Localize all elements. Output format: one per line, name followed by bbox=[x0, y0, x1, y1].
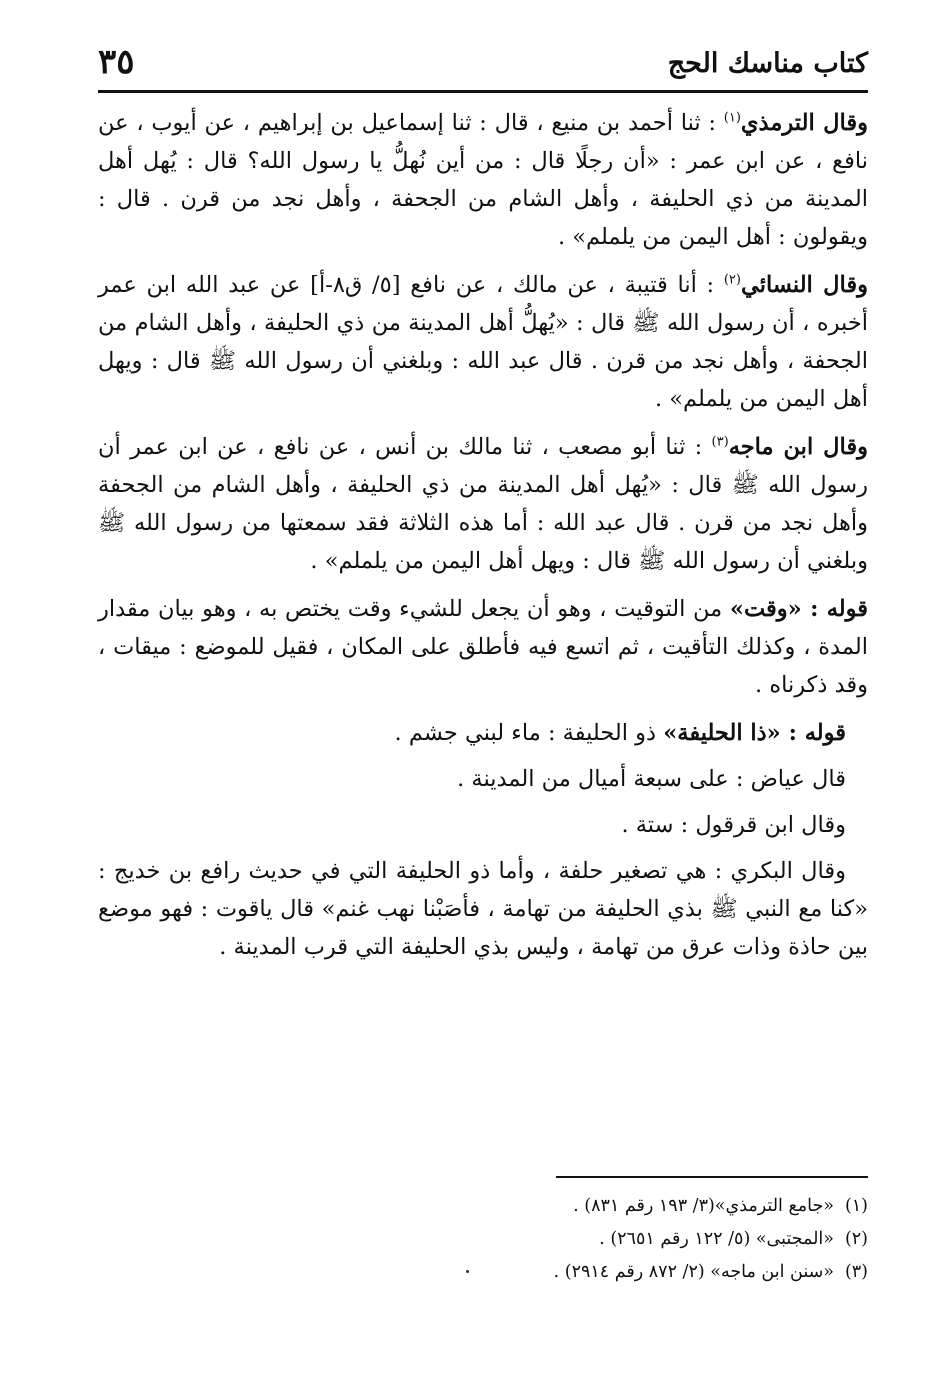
paragraph-lead: وقال ابن ماجه bbox=[728, 434, 869, 460]
main-text bbox=[98, 104, 868, 976]
paragraph-lead: قوله : «وقت» bbox=[729, 596, 869, 622]
footnote-1 bbox=[368, 1190, 868, 1223]
footnote-text: «المجتبى» (٥/ ١٢٢ رقم ٢٦٥١) . bbox=[599, 1229, 834, 1249]
running-title: كتاب مناسك الحج bbox=[667, 48, 868, 79]
paragraph-text: : أنا قتيبة ، عن مالك ، عن نافع [٥/ ق٨-أ] عن عبد الله ابن عمر أخبره ، أن رسول الله ﷺ قال : «يُهلُّ أهل المدينة من ذي الحليفة ، وأهل الشام من الجحفة ، وأهل نجد من قرن . قال عبد الله : وبلغني أن رسول الله ﷺ قال : ويهل أهل اليمن من يلملم» . bbox=[98, 272, 868, 412]
paragraph-text: ذو الحليفة : ماء لبني جشم . bbox=[394, 720, 664, 746]
paragraph-text: وقال البكري : هي تصغير حلفة ، وأما ذو الحليفة التي في حديث رافع بن خديج : «كنا مع النبي ﷺ بذي الحليفة من تهامة ، فأصَبْنا نهب غنم» قال ياقوت : فهو موضع بين حاذة وذات عرق من تهامة ، وليس بذي الحليفة التي قرب المدينة . bbox=[98, 858, 868, 960]
paragraph-iyad bbox=[98, 760, 868, 798]
footnotes bbox=[368, 1190, 868, 1289]
paragraph-text: : ثنا أحمد بن منيع ، قال : ثنا إسماعيل بن إبراهيم ، عن أيوب ، عن نافع ، عن ابن عمر : «أن رجلًا قال : من أين نُهلُّ يا رسول الله؟ قال : يُهل أهل المدينة من ذي الحليفة ، وأهل الشام من الجحفة ، وأهل نجد من قرن . قال : ويقولون : أهل اليمن من يلملم» . bbox=[98, 110, 868, 250]
paragraph-lead: قوله : «ذا الحليفة» bbox=[663, 720, 846, 746]
footnote-3 bbox=[368, 1256, 868, 1289]
paragraph-dhul-hulayfah bbox=[98, 714, 868, 752]
paragraph-text: : ثنا أبو مصعب ، ثنا مالك بن أنس ، عن نافع ، عن ابن عمر أن رسول الله ﷺ قال : «يُهل أهل المدينة من ذي الحليفة ، وأهل الشام من الجحفة وأهل نجد من قرن . قال عبد الله : أما هذه الثلاثة فقد سمعتها من رسول الله ﷺ وبلغني أن رسول الله ﷺ قال : ويهل أهل اليمن من يلملم» . bbox=[98, 434, 868, 574]
footnote-number: (٢) bbox=[844, 1229, 868, 1249]
footnote-number: (١) bbox=[844, 1196, 868, 1216]
footnote-ref[interactable]: (٢) bbox=[723, 272, 741, 288]
paragraph-text: وقال ابن قرقول : ستة . bbox=[621, 812, 846, 838]
footnote-text: «جامع الترمذي»(٣/ ١٩٣ رقم ٨٣١) . bbox=[573, 1196, 834, 1216]
footnote-ref[interactable]: (٣) bbox=[711, 434, 729, 450]
footnote-2 bbox=[368, 1223, 868, 1256]
footnote-rule bbox=[556, 1176, 868, 1178]
paragraph-ibn-qurqul bbox=[98, 806, 868, 844]
page-header bbox=[98, 40, 868, 90]
page-number: ٣٥ bbox=[98, 42, 135, 82]
paragraph-text: من التوقيت ، وهو أن يجعل للشيء وقت يختص به ، وهو بيان مقدار المدة ، وكذلك التأقيت ، ثم اتسع فيه فأطلق على المكان ، فقيل للموضع : ميقات ، وقد ذكرناه . bbox=[98, 596, 868, 698]
footnote-text: «سنن ابن ماجه» (٢/ ٨٧٢ رقم ٢٩١٤) . bbox=[553, 1262, 834, 1282]
header-rule bbox=[98, 90, 868, 93]
paragraph-lead: وقال الترمذي bbox=[740, 110, 868, 136]
paragraph-bakri bbox=[98, 852, 868, 966]
paragraph-lead: وقال النسائي bbox=[740, 272, 869, 298]
paragraph-waqqata bbox=[98, 590, 868, 704]
footnote-number: (٣) bbox=[844, 1262, 868, 1282]
print-speck bbox=[466, 1270, 469, 1273]
paragraph-tirmidhi bbox=[98, 104, 868, 256]
paragraph-text: قال عياض : على سبعة أميال من المدينة . bbox=[457, 766, 846, 792]
paragraph-ibn-majah bbox=[98, 428, 868, 580]
footnote-ref[interactable]: (١) bbox=[723, 110, 741, 126]
paragraph-nasai bbox=[98, 266, 868, 418]
